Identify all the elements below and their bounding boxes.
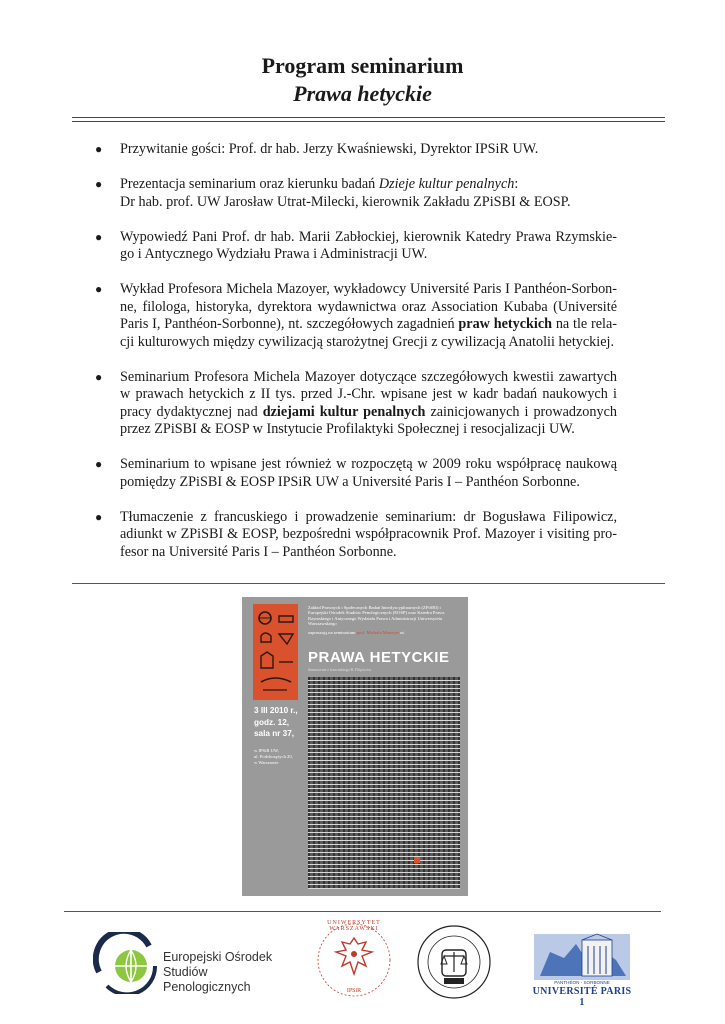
eosp-line: Europejski Ośrodek (163, 950, 273, 964)
item-text: Seminarium Profesora Michela Mazoyer dotyczące szczegółowych kwestii zawartych w prawach hetyckich z II tys. przed J.-Chr. wpisane jest w kadr badań naukowych i pracy dydaktycznej nad (120, 368, 617, 420)
program-item (95, 176, 617, 211)
item-text: Przywitanie gości: Prof. dr hab. Jerzy Kwaśniewski, Dyrektor IPSiR UW. (120, 141, 539, 157)
poster-invite-prefix: zapraszają na seminarium (308, 629, 356, 635)
title-line: Program seminarium (261, 53, 464, 78)
poster-invite-name: prof. Michela Mazoyer (356, 629, 400, 635)
hieroglyph-icon (253, 604, 298, 700)
item-text: na tle relacji kulturowych między cywilizacją starożytnej Grecji z cywilizacją Anatolii hetyckiej. (120, 316, 617, 350)
uw-ipsir-text: IPSiR (346, 988, 362, 994)
poster-title: PRAWA HETYCKIE (308, 649, 450, 666)
emphasis-italic: Dzieje kultur penalnych (378, 176, 515, 192)
poster-translation: tłumaczenie z francuskiego B. Filipowicz (308, 668, 372, 672)
uw-arc-text: UNIWERSYTET WARSZAWSKI (327, 920, 381, 932)
bullet-icon: ● (95, 282, 103, 296)
faculty-law-seal (414, 922, 494, 1002)
poster-place-line: ul. Podchorążych 20, (254, 754, 293, 760)
bullet-icon: ● (95, 177, 103, 191)
poster-org-text: Zakład Prawnych i Społecznych Badań Interdyscyplinarnych (ZPiSBI) i Europejski Ośrodek Studiów Penologicznych (EOSP) oraz Katedra Prawa Rzymskiego i Antycznego Wydziału Prawa i Administracji Uniwersytetu Warszawskiego (308, 605, 445, 627)
title-divider (72, 117, 665, 122)
poster-cuneiform-texture (308, 677, 460, 889)
item-text: Seminarium to wpisane jest również w rozpoczętą w 2009 roku współpracę naukową pomiędzy ZPiSBI & EOSP IPSiR UW a Université Paris I – Panthéon Sorbonne. (120, 456, 617, 490)
paris1-building-icon (530, 932, 634, 984)
bullet-icon: ● (95, 142, 103, 156)
eosp-logo (93, 932, 288, 994)
emphasis-bold: dziejami kultur penalnych (262, 403, 426, 420)
poster-invite-suffix: nt. (400, 629, 405, 635)
program-item (95, 281, 617, 351)
section-divider (72, 583, 665, 584)
hieroglyph-panel (253, 604, 298, 700)
program-item (95, 369, 617, 439)
poster-red-mark (414, 857, 420, 863)
eosp-wordmark (163, 950, 291, 995)
eosp-globe-icon (93, 932, 161, 994)
item-text: : (514, 176, 519, 192)
program-item (95, 229, 617, 264)
poster-room-line: sala nr 37, (254, 729, 295, 738)
program-item (95, 141, 617, 159)
footer-divider (64, 911, 661, 912)
poster-place-line: w Warszawie (254, 760, 279, 766)
bullet-icon: ● (95, 509, 103, 524)
item-text: Dr hab. prof. UW Jarosław Utrat-Milecki, kierownik Zakładu ZPiSBI & EOSP. (120, 193, 571, 210)
paris1-logo (530, 932, 634, 1008)
subtitle-line: Prawa hetyckie (293, 81, 432, 106)
eosp-line: Studiów Penologicznych (163, 965, 251, 994)
poster-place (254, 748, 308, 767)
poster-organizers (308, 605, 458, 635)
program-list (95, 141, 617, 579)
poster-date-line: 3 III 2010 r., (254, 706, 298, 715)
item-text: Prezentacja seminarium oraz kierunku badań (120, 176, 379, 192)
item-text: Wypowiedź Pani Prof. dr hab. Marii Zabłockiej, kierownik Katedry Prawa Rzymskiego i Antycznego Wydziału Prawa i Administracji UW. (120, 228, 617, 262)
document-title (0, 52, 725, 108)
poster-time-line: godz. 12, (254, 717, 290, 727)
bullet-icon: ● (95, 457, 103, 471)
paris1-name: UNIVERSITÉ PARIS 1 (532, 986, 632, 1008)
item-text: Wykład Profesora Michela Mazoyer, wykładowcy Université Paris I Panthéon-Sorbonne, filologa, historyka, dyrektora wydawnictwa oraz Association Kubaba (Université Paris I, Panthéon-Sorbonne), nt. szczegółowych zagadnień (120, 281, 617, 332)
item-text: zainicjowanych i prowadzonych przez ZPiSBI & EOSP w Instytucie Profilaktyki Społecznej i resocjalizacji UW. (120, 403, 617, 437)
program-item (95, 509, 617, 562)
seminar-poster (242, 597, 468, 896)
bullet-icon: ● (95, 229, 103, 244)
uw-ipsir-logo (314, 920, 394, 1000)
program-item (95, 456, 617, 491)
paris1-subtitle: PANTHÉON - SORBONNE (554, 980, 610, 985)
bullet-icon: ● (95, 369, 103, 384)
emphasis-bold: praw hetyckich (458, 316, 553, 332)
poster-place-line: w IPSiR UW, (254, 748, 279, 753)
item-text: Tłumaczenie z francuskiego i prowadzenie seminarium: dr Bogusława Filipowicz, adiunkt w ZPiSBI & EOSP, bezpośredni współpracownik Prof. Mazoyer i visiting profesor na Université Paris I – Panthéon Sorbonne. (120, 508, 617, 560)
scales-seal-icon (414, 922, 494, 1002)
poster-date (254, 705, 308, 740)
